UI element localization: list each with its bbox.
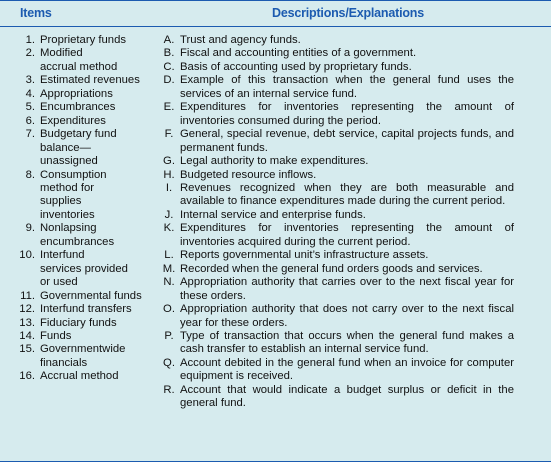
list-item: R. Account that would indicate a budget surplus or deficit in the general fund. [163,383,514,410]
list-item: 13. Fiduciary funds [19,316,117,329]
list-item: F. General, special revenue, debt service, capital projects funds, and permanent funds. [164,128,514,154]
list-item: A. Trust and agency funds. [163,34,301,46]
list-item: 15. Governmentwide financials [19,343,126,369]
list-item: C. Basis of accounting used by proprietary funds. [163,60,412,73]
list-item: 6. Expenditures [25,114,106,127]
descriptions-column-title: Descriptions/Explanations [272,6,424,20]
list-item: 16. Accrual method [19,370,119,383]
table-header [0,0,551,27]
list-item: P. Type of transaction that occurs when the general fund makes a cash transfer to establish an internal service fund. [164,329,514,356]
list-item: J. Internal service and enterprise funds. [164,208,366,221]
list-item: 3. Estimated revenues [25,74,140,87]
list-item: D. Example of this transaction when the general fund uses the services of an internal service fund. [163,74,514,100]
list-item: K. Expenditures for inventories representing the amount of inventories acquired during the current period. [163,222,514,248]
list-item: I. Revenues recognized when they are both measurable and available to finance expenditures made during the current period. [165,181,514,208]
items-column [0,34,162,384]
list-item: E. Expenditures for inventories representing the amount of inventories consumed during the period. [163,101,514,127]
list-item: L. Reports governmental unit’s infrastructure assets. [164,249,429,262]
list-item: 14. Funds [19,329,72,342]
list-item: 1. Proprietary funds [25,34,127,46]
items-column-title: Items [20,6,52,20]
list-item: M. Recorded when the general fund orders goods and services. [162,262,483,275]
list-item: 7. Budgetary fund balance—unassigned [25,128,117,168]
list-item: Q. Account debited in the general fund when an invoice for computer equipment is received. [163,356,514,383]
list-item: 5. Encumbrances [25,101,116,114]
list-item: 9. Nonlapsing encumbrances [25,222,115,248]
list-item: 11. Governmental funds [20,289,142,302]
list-item: H. Budgeted resource inflows. [163,168,317,181]
list-item: 12. Interfund transfers [19,303,132,316]
list-item: G. Legal authority to make expenditures. [163,155,369,168]
descriptions-column [162,34,514,411]
list-item: 2. Modified accrual method [25,47,118,73]
list-item: 10. Interfund services provided or used [19,249,128,289]
list-item: 8. Consumption method for supplies inventories [25,168,107,221]
list-item: N. Appropriation authority that carries over to the next fiscal year for these orders. [163,276,514,302]
list-item: B. Fiscal and accounting entities of a government. [163,47,417,60]
list-item: O. Appropriation authority that does not carry over to the next fiscal year for these orders. [163,303,514,329]
list-item: 4. Appropriations [25,87,113,100]
